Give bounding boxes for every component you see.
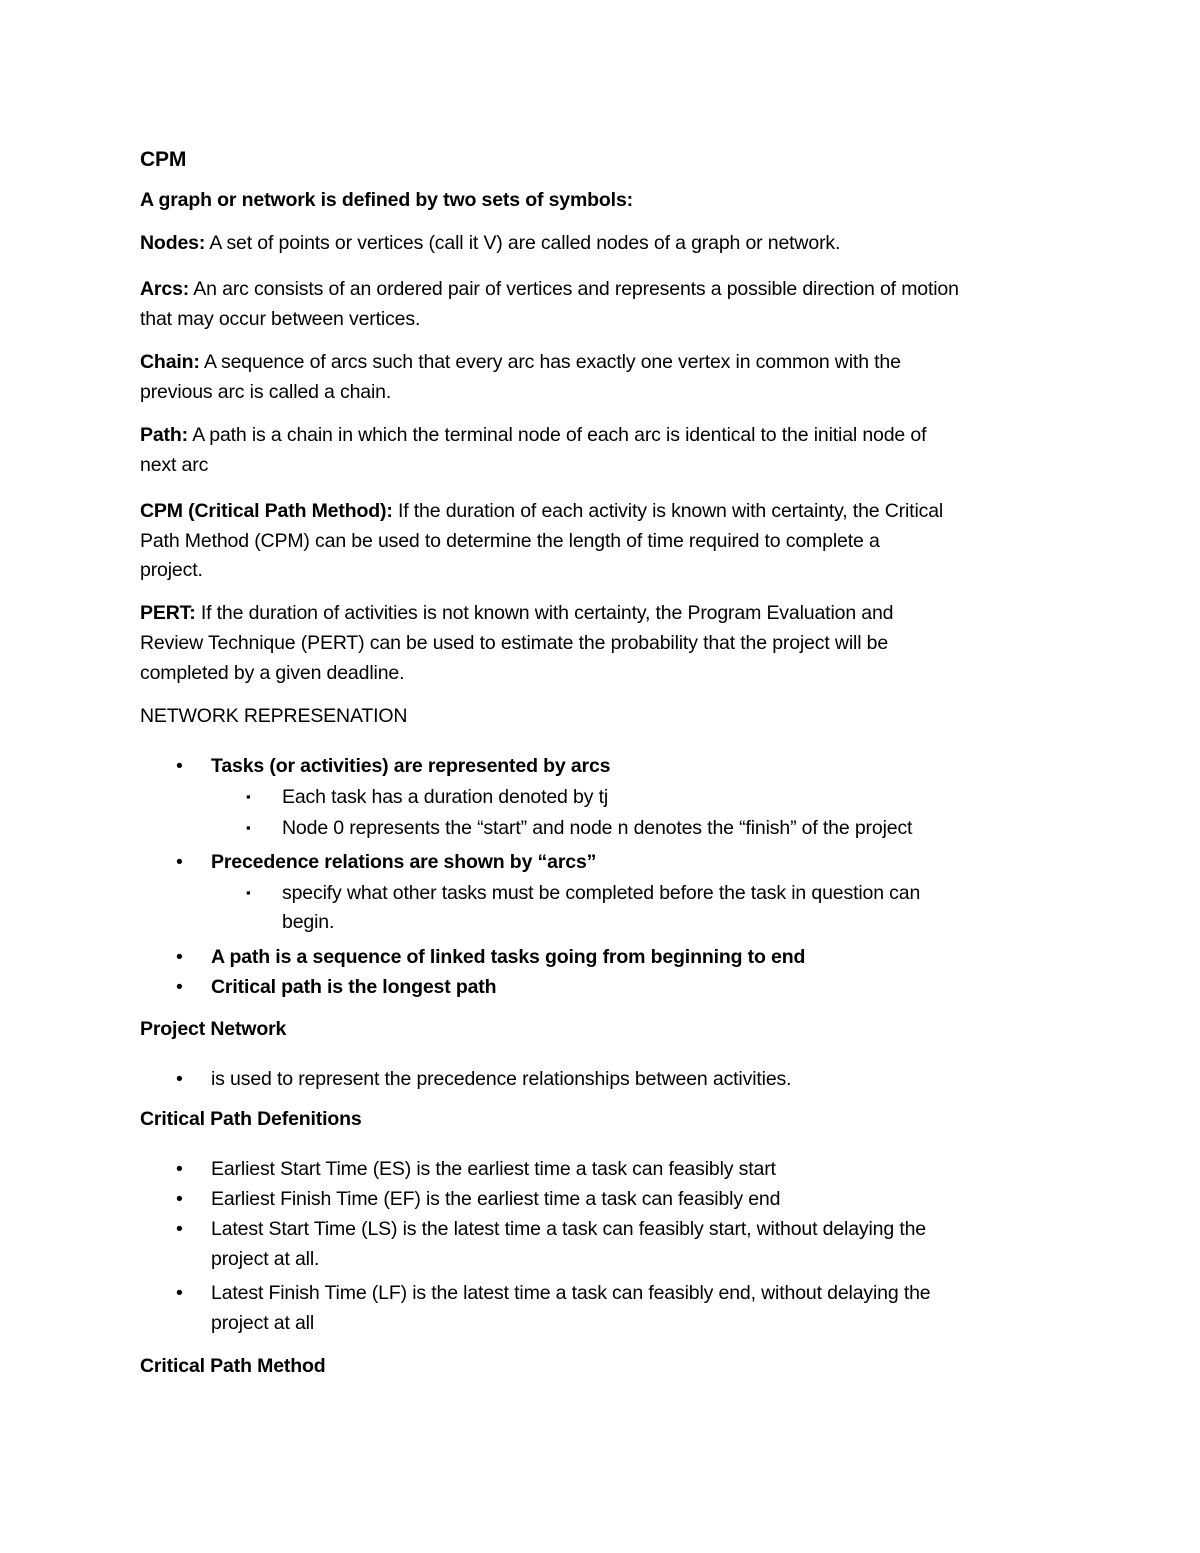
bullet-marker: • [176,1218,183,1240]
nodes-text: A set of points or vertices (call it V) are called nodes of a graph or network. [205,232,841,254]
cpm-definition [140,496,943,526]
bullet-marker: • [176,851,183,873]
project-network-heading: Project Network [140,1018,287,1040]
defs-heading: Critical Path Defenitions [140,1108,362,1130]
path-term: Path: [140,424,189,446]
list-item-project-network: is used to represent the precedence relationships between activities. [211,1068,792,1090]
arcs-definition [140,274,959,304]
bullet-marker: • [176,1068,183,1090]
list-item-ls-cont: project at all. [211,1248,320,1270]
cpm-text-1: If the duration of each activity is known with certainty, the Critical [392,500,944,522]
list-item-es: Earliest Start Time (ES) is the earliest time a task can feasibly start [211,1158,776,1180]
chain-term: Chain: [140,351,200,373]
chain-text-2: previous arc is called a chain. [140,381,392,403]
list-item-node-start-finish: Node 0 represents the “start” and node n denotes the “finish” of the project [282,817,913,839]
chain-text-1: A sequence of arcs such that every arc has exactly one vertex in common with the [199,351,901,373]
pert-text-1: If the duration of activities is not known with certainty, the Program Evaluation and [195,602,894,624]
list-item-precedence-detail-cont: begin. [282,911,335,933]
list-item-tasks: Tasks (or activities) are represented by arcs [211,755,611,777]
list-item-lf: Latest Finish Time (LF) is the latest time a task can feasibly end, without delaying the [211,1282,931,1304]
path-text-1: A path is a chain in which the terminal node of each arc is identical to the initial node of [188,424,927,446]
bullet-marker: • [176,755,183,777]
list-item-ef: Earliest Finish Time (EF) is the earliest time a task can feasibly end [211,1188,781,1210]
page-title: CPM [140,148,187,171]
square-bullet-marker: ▪ [246,820,251,835]
bullet-marker: • [176,976,183,998]
pert-term: PERT: [140,602,196,624]
square-bullet-marker: ▪ [246,885,251,900]
list-item-ls: Latest Start Time (LS) is the latest time a task can feasibly start, without delaying the [211,1218,926,1240]
cpm-text-3: project. [140,559,203,581]
cpm-text-2: Path Method (CPM) can be used to determine the length of time required to complete a [140,530,880,552]
path-definition [140,420,926,450]
network-heading: NETWORK REPRESENATION [140,705,408,727]
pert-text-2: Review Technique (PERT) can be used to estimate the probability that the project will be [140,632,889,654]
arcs-text-2: that may occur between vertices. [140,308,421,330]
arcs-text-1: An arc consists of an ordered pair of vertices and represents a possible direction of motion [189,278,959,300]
nodes-definition [140,228,840,258]
square-bullet-marker: ▪ [246,789,251,804]
pert-definition [140,598,893,628]
cpm-term: CPM (Critical Path Method): [140,500,393,522]
path-text-2: next arc [140,454,209,476]
list-item-precedence-detail: specify what other tasks must be completed before the task in question can [282,882,921,904]
arcs-term: Arcs: [140,278,190,300]
pert-text-3: completed by a given deadline. [140,662,405,684]
chain-definition [140,347,901,377]
bullet-marker: • [176,1158,183,1180]
list-item-task-duration: Each task has a duration denoted by tj [282,786,609,808]
list-item-lf-cont: project at all [211,1312,315,1334]
list-item-critical: Critical path is the longest path [211,976,497,998]
list-item-path: A path is a sequence of linked tasks going from beginning to end [211,946,806,968]
list-item-precedence: Precedence relations are shown by “arcs” [211,851,597,873]
nodes-term: Nodes: [140,232,206,254]
bullet-marker: • [176,1188,183,1210]
method-heading: Critical Path Method [140,1355,326,1377]
intro-heading: A graph or network is defined by two sets of symbols: [140,189,633,211]
bullet-marker: • [176,946,183,968]
bullet-marker: • [176,1282,183,1304]
